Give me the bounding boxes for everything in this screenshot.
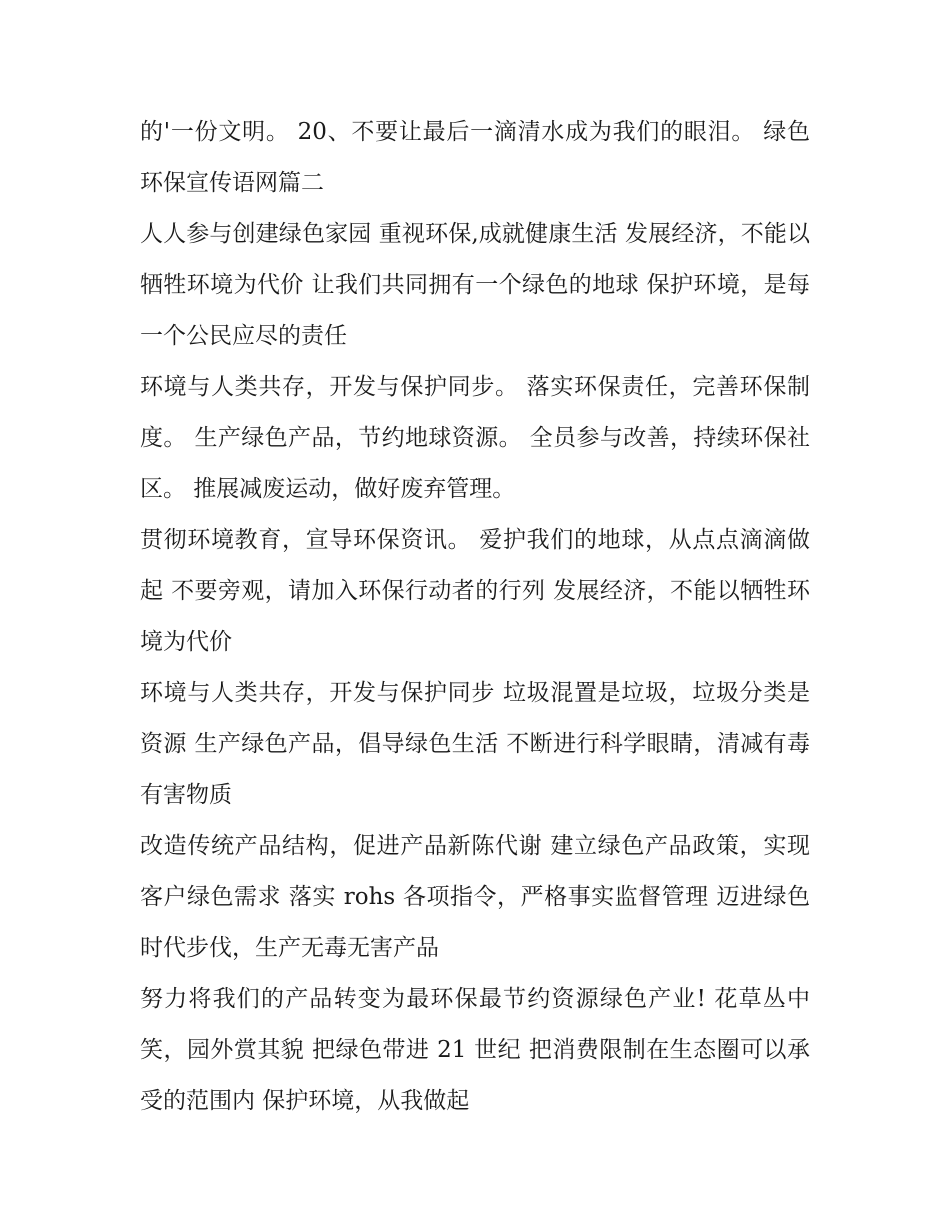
paragraph: 改造传统产品结构，促进产品新陈代谢 建立绿色产品政策，实现客户绿色需求 落实 rohs 各项指令，严格事实监督管理 迈进绿色时代步伐，生产无毒无害产品 bbox=[140, 833, 810, 961]
document-body bbox=[140, 107, 810, 1127]
paragraph: 努力将我们的产品转变为最环保最节约资源绿色产业! 花草丛中笑，园外赏其貌 把绿色带进 21 世纪 把消费限制在生态圈可以承受的范围内 保护环境，从我做起 bbox=[140, 986, 810, 1114]
paragraph: 贯彻环境教育，宣导环保资讯。 爱护我们的地球，从点点滴滴做起 不要旁观，请加入环保行动者的行列 发展经济，不能以牺牲环境为代价 bbox=[140, 527, 810, 655]
paragraph: 环境与人类共存，开发与保护同步 垃圾混置是垃圾，垃圾分类是资源 生产绿色产品，倡导绿色生活 不断进行科学眼睛，清减有毒有害物质 bbox=[140, 680, 810, 808]
paragraph: 环境与人类共存，开发与保护同步。 落实环保责任，完善环保制度。 生产绿色产品，节约地球资源。 全员参与改善，持续环保社区。 推展减废运动，做好废弃管理。 bbox=[140, 374, 810, 502]
paragraph: 的'一份文明。 20、不要让最后一滴清水成为我们的眼泪。 绿色环保宣传语网篇二 bbox=[140, 119, 810, 196]
paragraph: 人人参与创建绿色家园 重视环保,成就健康生活 发展经济，不能以牺牲环境为代价 让我们共同拥有一个绿色的地球 保护环境，是每一个公民应尽的责任 bbox=[140, 221, 810, 349]
